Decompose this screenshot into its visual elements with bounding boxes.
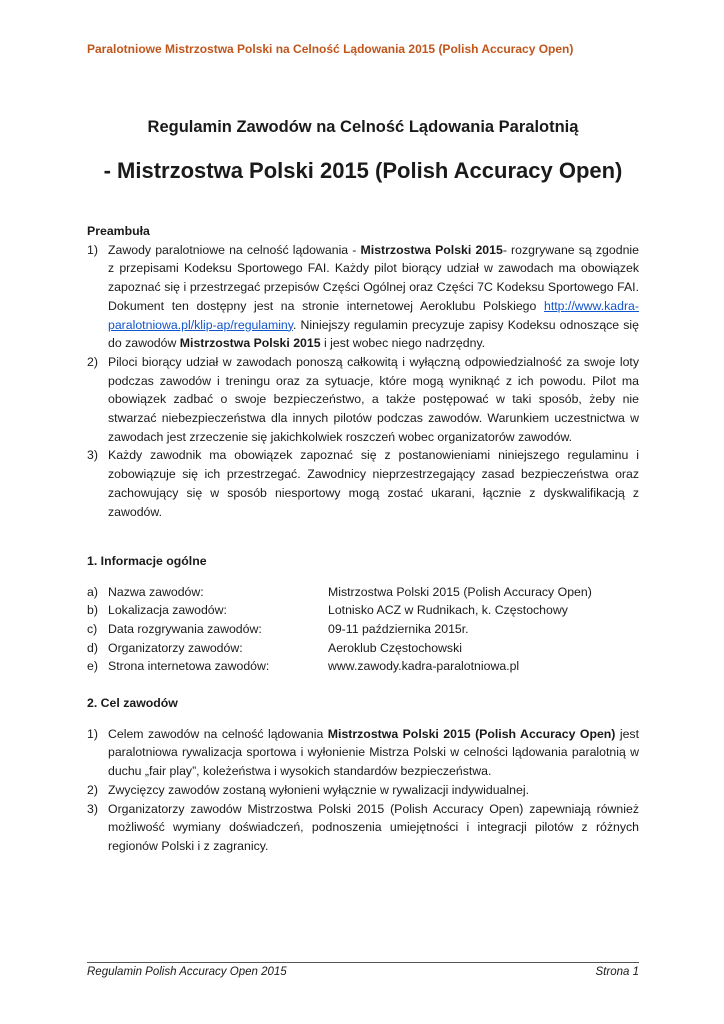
item-number: 2) [87,782,98,797]
item-text: Zwycięzcy zawodów zostaną wyłonieni wyłącznie w rywalizacji indywidualnej. [108,782,529,797]
list-item [87,446,639,521]
row-letter: d) [87,640,98,655]
item-number: 1) [87,726,98,741]
item-text: Zawody paralotniowe na celność lądowania - [108,242,361,257]
item-number: 2) [87,354,98,369]
footer-document-name: Regulamin Polish Accuracy Open 2015 [87,966,287,978]
item-text: . Niniejszy regulamin precyzuje zapisy Kodeksu odnoszące się do zawodów [108,317,639,351]
item-text: jest paralotniowa rywalizacja sportowa i wyłonienie Mistrza Polski w celności lądowania paralotnią w duchu „fair play”, koleżeństwa i wysokich standardów bezpieczeństwa. [108,726,639,779]
section-heading: 2. Cel zawodów [87,696,178,710]
list-item [87,241,639,353]
footer-page-number: Strona 1 [595,966,639,978]
row-label: Strona internetowa zawodów: [108,659,270,674]
item-text-bold: Mistrzostwa Polski 2015 [360,242,503,257]
section-heading: 1. Informacje ogólne [87,554,207,568]
item-text-bold: Mistrzostwa Polski 2015 [179,336,321,351]
general-info-section [87,552,639,676]
item-number: 3) [87,801,98,816]
info-row [87,657,639,676]
row-value: Aeroklub Częstochowski [328,640,462,655]
row-letter: c) [87,622,98,637]
row-value: 09-11 października 2015r. [328,622,469,637]
row-letter: b) [87,603,98,618]
item-text: Organizatorzy zawodów Mistrzostwa Polski 2015 (Polish Accuracy Open) zapewniają również możliwość wymiany doświadczeń, podnoszenia umiejętności i integracji pilotów z różnych regionów Polski i z zagranicy. [108,801,639,853]
goal-list [87,725,639,856]
document-subtitle: - Mistrzostwa Polski 2015 (Polish Accuracy Open) [103,158,623,183]
item-number: 3) [87,448,98,463]
list-item [87,353,639,447]
row-value: Mistrzostwa Polski 2015 (Polish Accuracy Open) [328,584,592,599]
item-number: 1) [87,242,98,257]
info-row [87,601,639,620]
document-title: Regulamin Zawodów na Celność Lądowania Paralotnią [147,118,579,136]
row-letter: e) [87,659,98,674]
info-row [87,620,639,639]
competition-website: www.zawody.kadra-paralotniowa.pl [328,659,520,674]
footer-divider [87,962,639,963]
item-text: Każdy zawodnik ma obowiązek zapoznać się z postanowieniami niniejszego regulaminu i zobowiązuje się ich przestrzegać. Zawodnicy nieprzestrzegający zasad bezpieczeństwa oraz zachowujący się w sposób niesportowy mogą zostać ukarani, łącznie z dyskwalifikacją z zawodów. [108,448,639,519]
item-text-bold: Mistrzostwa Polski 2015 (Polish Accuracy Open) [327,726,616,741]
list-item [87,725,639,781]
item-text: Celem zawodów na celność lądowania [108,726,328,741]
info-row [87,639,639,658]
item-text: i jest wobec niego nadrzędny. [320,336,486,351]
item-text: - rozgrywane są zgodnie z przepisami Kodeksu Sportowego FAI. Każdy pilot biorący udział w zawodach ma obowiązek zapoznać się i przestrzegać przepisów Części Ogólnej oraz Części 7C Kodeksu Sportowego FAI. Dokument ten dostępny jest na stronie internetowej Aeroklubu Polskiego [108,242,639,313]
row-value: Lotnisko ACZ w Rudnikach, k. Częstochowy [328,603,568,618]
page-header: Paralotniowe Mistrzostwa Polski na Celność Lądowania 2015 (Polish Accuracy Open) [87,42,574,56]
regulations-link[interactable]: http://www.kadra-paralotniowa.pl/klip-ap/regulaminy [108,298,639,332]
preamble-section [87,222,639,521]
list-item [87,781,639,800]
row-label: Data rozgrywania zawodów: [108,622,262,637]
preamble-list [87,241,639,522]
item-text: Piloci biorący udział w zawodach ponoszą całkowitą i wyłączną odpowiedzialność za swoje loty podczas zawodów i treningu oraz za sytuacje, które mogą wyniknąć z ich powodu. Pilot ma obowiązek zadbać o swoje bezpieczeństwo, a także postępować w taki sposób, żeby nie stwarzać niebezpieczeństwa dla innych pilotów podczas zawodów. Warunkiem uczestnictwa w zawodach jest zrzeczenie się jakichkolwiek roszczeń wobec organizatorów zawodów. [108,354,639,444]
goal-section [87,694,639,856]
row-label: Nazwa zawodów: [108,584,204,599]
list-item [87,800,639,856]
row-label: Lokalizacja zawodów: [108,603,227,618]
row-letter: a) [87,584,98,599]
row-label: Organizatorzy zawodów: [108,640,243,655]
preamble-heading: Preambuła [87,224,150,238]
info-row [87,583,639,602]
